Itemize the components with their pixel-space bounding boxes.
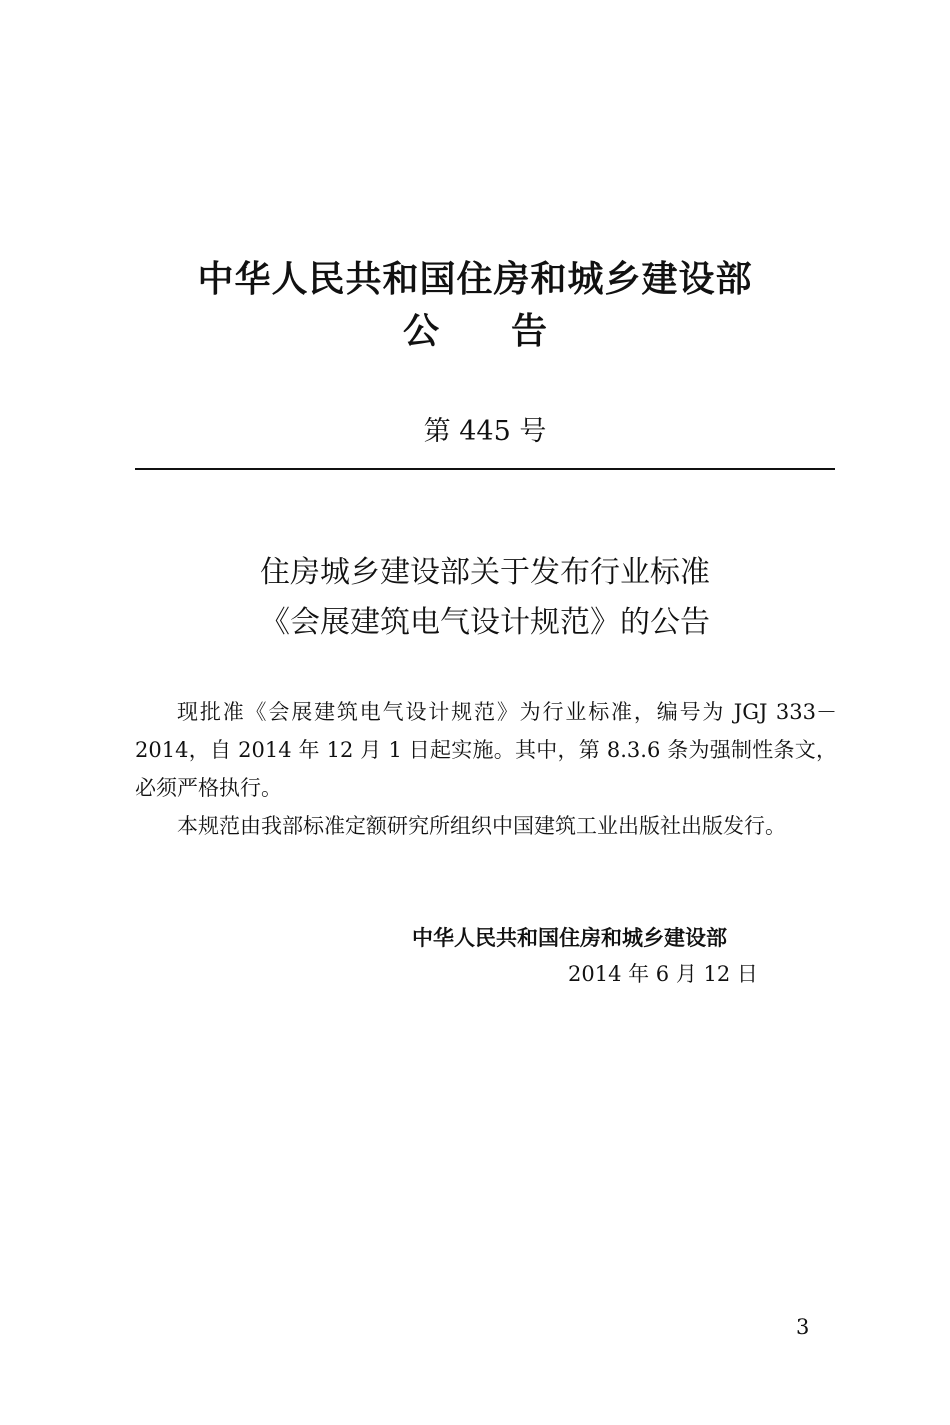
announcement-title: 公 告 bbox=[402, 311, 547, 352]
signature-date: 2014 年 6 月 12 日 bbox=[568, 962, 758, 986]
notice-body bbox=[135, 693, 837, 845]
notice-heading-line-2: 《会展建筑电气设计规范》的公告 bbox=[260, 605, 710, 640]
notice-heading-line-1: 住房城乡建设部关于发布行业标准 bbox=[260, 555, 710, 590]
title-divider bbox=[135, 468, 835, 470]
issue-number: 第 445 号 bbox=[423, 416, 547, 447]
page-number: 3 bbox=[796, 1315, 810, 1339]
signature-authority: 中华人民共和国住房和城乡建设部 bbox=[412, 926, 727, 950]
notice-heading bbox=[0, 548, 950, 648]
issuing-authority-header: 中华人民共和国住房和城乡建设部 bbox=[197, 259, 753, 300]
body-paragraph-2: 本规范由我部标准定额研究所组织中国建筑工业出版社出版发行。 bbox=[177, 814, 786, 838]
body-paragraph-1: 现批准《会展建筑电气设计规范》为行业标准，编号为 JGJ 333－2014，自 2014 年 12 月 1 日起实施。其中，第 8.3.6 条为强制性条文，必须严格执行。 bbox=[135, 700, 837, 800]
